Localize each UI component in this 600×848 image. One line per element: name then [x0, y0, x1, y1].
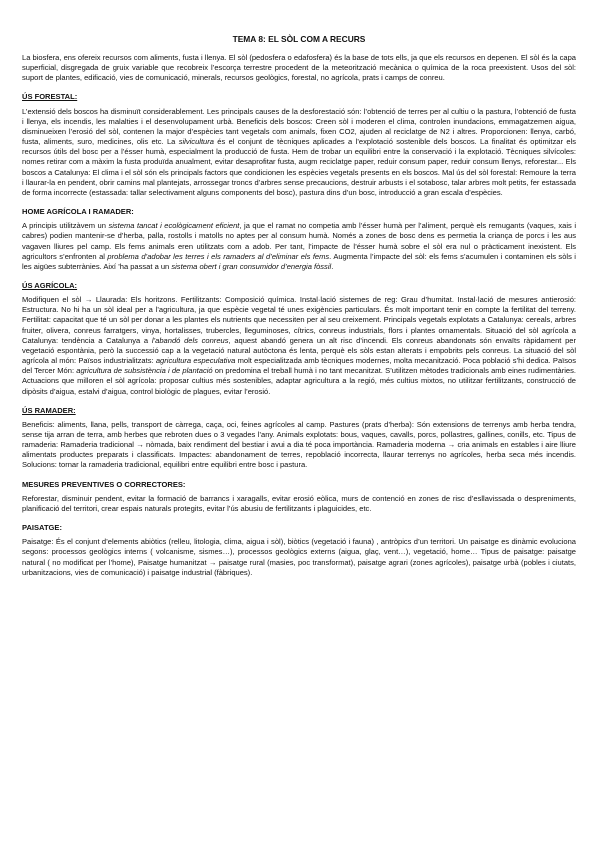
section-heading-agricola: ÚS AGRÍCOLA:	[22, 280, 78, 290]
ramader-emph-1: sistema tancat i ecològicament eficient	[108, 221, 240, 231]
section-heading-mesures: MESURES PREVENTIVES O CORRECTORES:	[22, 479, 186, 489]
ramader-text-2: , ja que el ramat no competia amb l’ésser humà per l’aliment, perquè els remugants (vaques, xais i cabres) podien mantenir-se d’herba, palla, rostolls i matolls no aptes per al consum humà. Només a zones de bosc dens es permetia la criança de porcs i les aus vagaven lliures pel camp. Els fems animals eren utilitzats com a adob. Per tant, l’impacte de l’ésser humà sobre el sòl era nul o pràcticament inexistent. Els agricultors s’enfronten al	[22, 221, 576, 261]
us-ramader-paragraph: Beneficis: aliments, llana, pells, transport de càrrega, caça, oci, feines agrícoles al camp. Pastures (prats d’herba): Són extensions de terrenys amb herba tendra, sense tija arran de terra, amb herbes que rebroten dues o 3 vegades l’any. Animals explotats: bous, vaques, cavalls, porcs, pollastres, gallines, conills, etc. Tipus de ramaderia: Ramaderia tradicional → nòmada, baix rendiment del bestiar i avui a dia té poca importància. Ramaderia moderna → cria animals en estables i aire lliure alimentats productes preparats i classificats. Impactes: abandonament de terres, repoblació incorrecta, llaurar terrenys no agrícoles, herba seca més incendis. Solucions: tornar la ramaderia tradicional, equilibri entre equilibri entre bosc i pastura.	[22, 419, 576, 470]
section-heading-us-ramader: ÚS RAMADER:	[22, 405, 76, 415]
ramader-text-3: . Augmenta l’impacte del sòl: els fems s’acumulen i contaminen els sòls i les aigües subterrànies. Així ’ha passat a un	[22, 251, 576, 271]
agricola-text-4: on predomina el treball humà i no tant mecanitzat. S’utilitzen mètodes tradicionals amb eines rudimentàries. Actuacions que milloren el sòl agrícola: proposar cultius més sostenibles, adaptar agricultura a la regió, més cultius mixtos, no utilitzar fertilitzants, construcció de dipòsits d’aigua, estalvi d’aigua, control biològic de plagues, evitar l’erosió.	[22, 366, 576, 396]
ramader-text-1: A principis utilitzàvem un	[22, 221, 109, 231]
mesures-paragraph: Reforestar, disminuir pendent, evitar la formació de barrancs i xaragalls, evitar erosió eòlica, murs de contenció en zones de risc d’esllavissada o despreniments, planificació del territori, crear espais naturals protegits, evitar l’ús abusiu de fertilitzants i plaguicides, etc.	[22, 493, 576, 513]
page-title: TEMA 8: EL SÒL COM A RECURS	[232, 34, 366, 44]
paisatge-paragraph: Paisatge: És el conjunt d’elements abiòtics (relleu, litologia, clima, aigua i sòl), biòtics (vegetació i fauna) , antròpics d’un territori. Un paisatge es dinàmic evoluciona segons: processos geològics interns ( volcanisme, sismes…), processos geològics externs (aigua, glaç, vent…), vegetació, home… Tipus de paisatge: paisatge natural ( no modificat per l’home), Paisatge humanitzat → paisatge rural (masies, poc transformat), paisatge agrari (zones agrícoles), paisatge urbà (pobles i ciutats, urbanitzacions, vies de comunicació) i paisatge industrial (fàbriques).	[22, 537, 576, 577]
agricola-emph-1: l’abandó dels conreus	[151, 335, 229, 345]
ramader-emph-2: problema d’adobar les terres i els ramaders al d’eliminar els fems	[107, 251, 330, 261]
section-heading-forestal: ÚS FORESTAL:	[22, 92, 78, 102]
agricola-paragraph	[22, 295, 576, 397]
ramader-text-4: .	[331, 261, 334, 271]
agricola-emph-3: agricultura de subsistència i de plantació	[76, 366, 213, 376]
agricola-text-1: Modifiquen el sòl → Llaurada: Els horitzons. Fertilitzants: Composició química. Instal·lació sistemes de reg: Grau d’humitat. Instal·lació de mesures antierosió: Estructura. No hi ha un sòl ideal per a l’agricultura, ja que espècie vegetal té unes exigències particulars. És molt important tenir en compte la fertilitat del terreny. Fertilitat: capacitat que té un sòl per donar a les plantes els nutrients que necessiten per al seu creixement. Principals vegetals explotats a Catalunya: cereals, arbres fruiter, olivera, conreus farratgers, vinya, hortalisses, trubercles, lleguminoses, cítrics, conreus industrials, flors i plantes ornamentals. Situació del sòl agrícola a Catalunya: tendència a Catalunya a	[22, 295, 576, 345]
forestal-paragraph	[22, 107, 576, 198]
agricola-text-3: molt especialitzada amb tècniques modernes, molta mecanització. Poca població s’hi dedica. Països del Tercer Món:	[22, 356, 576, 376]
agricola-text-2: , aquest abandó genera un alt risc d’incendi. Els conreus abandonats són envaïts ràpidament per vegetació espontània, però la successió cap a la vegetació natural autòctona és lenta, perquè els sòls estan alterats i empobrits pels conreus. La situació del sòl agrícola al món: Països industrialitzats:	[22, 335, 576, 366]
intro-paragraph: La biosfera, ens ofereix recursos com aliments, fusta i llenya. El sòl (pedosfera o edafosfera) és la base de tots ells, ja que els recursos en depenen. El sòl és la capa superficial, disgregada de gruix variable que recobreix l’escorça terrestre procedent de la meteorització mecànica o química de la roca preexistent. Usos del sòl: suport de plantes, edificació, vies de comunicació, minerals, recursos geològics, forestal, no agrícola, prats i camps de conreu.	[22, 53, 576, 83]
agricola-emph-2: agricultura especulativa	[155, 356, 236, 366]
forestal-text-1: L’extensió dels boscos ha disminuït considerablement. Les principals causes de la desforestació són: l’obtenció de terres per al cultiu o la pastura, l’obtenció de fusta i llenya, els incendis, les malalties i el desenvolupament urbà. Beneficis dels boscos: Creen sòl i moderen el clima, controlen inundacions, emmagatzemen aigua, disminueixen l’erosió del sòl, contenen la major d’espècies tant vegetals com animals, fixen CO2, ajuden al reciclatge de N2 i altres. Proporcionen: llenya, carbó, fusta, aliments, suro, medicines, olis etc. La	[22, 106, 576, 147]
section-heading-paisatge: PAISATGE:	[22, 523, 62, 533]
silvicultura-term: silvicultura	[178, 137, 214, 147]
ramader-paragraph	[22, 221, 576, 272]
ramader-emph-3: sistema obert i gran consumidor d’energia fòssil	[171, 261, 332, 271]
section-heading-ramader: HOME AGRÍCOLA I RAMADER:	[22, 207, 134, 217]
forestal-text-2: és el conjunt de tècniques aplicades a l’explotació sostenible dels boscos. La finalitat és optimitzar els recursos útils del bosc per a l’ésser humà, especialment la producció de fusta. Hem de trobar un equilibri entre la conservació i la explotació. Tècniques silvícoles: nomes retirar com a màxim la fusta produïda anualment, evitar desaprofitar fusta, augm reciclatge paper, reduir consum paper, reduir consum llenys, reforestar... Els boscos a Catalunya: El clima i el sòl són els principals factors que condicionen les espècies vegetals presents en els boscos. Mal ús del sòl forestal: Remoure la terra i llaurar-la en pendent, obrir camins mal plantejats, arrossegar troncs d’arbres sense precaucions, destruir arbusts i el sotabosc, talar arbres molt petits, fer estassada de forma incorrecte (estassada: tallar selectivament alguns components del bosc), pastura dins d’un bosc, introducció a gran escala d’espècies.	[22, 137, 576, 197]
